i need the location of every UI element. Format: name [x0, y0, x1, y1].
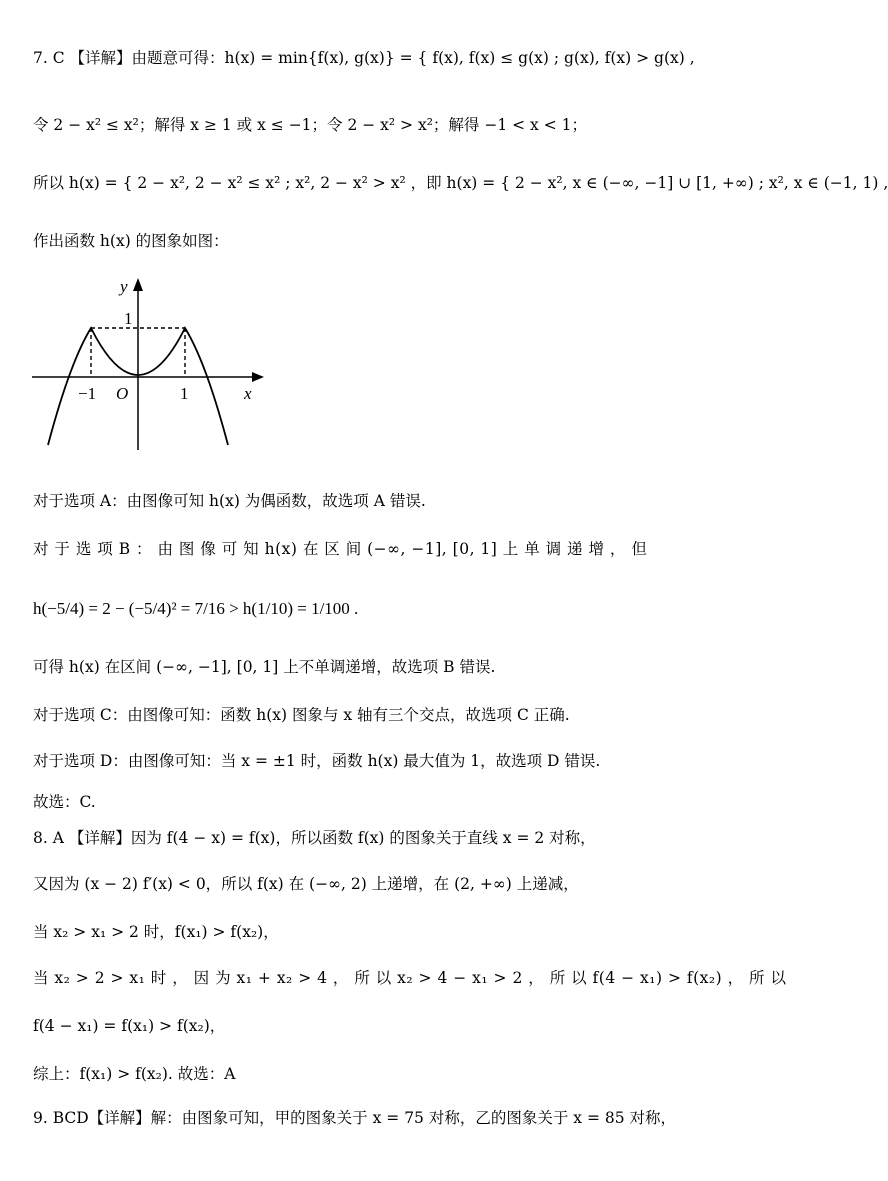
origin-label: O: [116, 384, 129, 403]
option-c: 对于选项 C：由图像可知：函数 h(x) 图象与 x 轴有三个交点，故选项 C 正确.: [33, 706, 570, 724]
solution-7-piecewise: 所以 h(x) = { 2 − x², 2 − x² ≤ x² ; x², 2 − x² > x² ，即 h(x) = { 2 − x², x ∈ (−∞, −1] ∪ [1, +∞) ; x², x ∈ (−1, 1) ,: [33, 174, 888, 192]
graph-svg: [30, 272, 270, 452]
solution-8-case2: 当 x₂ > 2 > x₁ 时 ， 因 为 x₁ + x₂ > 4 ， 所 以 x₂ > 4 − x₁ > 2 ， 所 以 f(4 − x₁) > f(x₂) ， 所 以: [33, 969, 787, 987]
solution-7-draw-graph: 作出函数 h(x) 的图象如图：: [33, 232, 229, 250]
option-a: 对于选项 A：由图像可知 h(x) 为偶函数，故选项 A 错误.: [33, 492, 426, 510]
solution-9-header: 9. BCD【详解】解：由图象可知，甲的图象关于 x = 75 对称，乙的图象关于 x = 85 对称，: [33, 1109, 677, 1127]
solution-8-case1: 当 x₂ > x₁ > 2 时，f(x₁) > f(x₂)，: [33, 923, 279, 941]
solution-8-case2-result: f(4 − x₁) = f(x₁) > f(x₂)，: [33, 1017, 226, 1035]
x-axis-label: x: [244, 384, 252, 403]
answer-7: 故选：C.: [33, 793, 96, 811]
tick-label-pos1: 1: [180, 384, 189, 403]
option-b-conclusion: 可得 h(x) 在区间 (−∞, −1], [0, 1] 上不单调递增，故选项 B 错误.: [33, 658, 496, 676]
y-axis-label: y: [120, 277, 128, 296]
option-d: 对于选项 D：由图像可知：当 x = ±1 时，函数 h(x) 最大值为 1，故选项 D 错误.: [33, 752, 601, 770]
solution-8-monotonic: 又因为 (x − 2) f′(x) < 0，所以 f(x) 在 (−∞, 2) 上递增，在 (2, +∞) 上递减，: [33, 875, 579, 893]
option-b-part1: 对 于 选 项 B ： 由 图 像 可 知 h(x) 在 区 间 (−∞, −1], [0, 1] 上 单 调 递 增 ， 但: [33, 540, 648, 558]
solution-7-inequality: 令 2 − x² ≤ x²；解得 x ≥ 1 或 x ≤ −1；令 2 − x² > x²；解得 −1 < x < 1；: [33, 116, 587, 134]
solution-8-header: 8. A 【详解】因为 f(4 − x) = f(x)，所以函数 f(x) 的图象关于直线 x = 2 对称，: [33, 829, 596, 847]
x-axis-arrow-icon: [252, 372, 264, 382]
y-axis-arrow-icon: [133, 278, 143, 291]
tick-label-neg1: −1: [78, 384, 97, 403]
solution-8-summary: 综上：f(x₁) > f(x₂). 故选：A: [33, 1065, 236, 1083]
function-graph-h: [30, 272, 270, 452]
tick-label-y1: 1: [124, 309, 133, 328]
option-b-equation: h(−5/4) = 2 − (−5/4)² = 7/16 > h(1/10) = 1/100 .: [33, 599, 359, 618]
solution-7-header: 7. C 【详解】由题意可得：h(x) = min{f(x), g(x)} = { f(x), f(x) ≤ g(x) ; g(x), f(x) > g(x) ,: [33, 49, 695, 67]
